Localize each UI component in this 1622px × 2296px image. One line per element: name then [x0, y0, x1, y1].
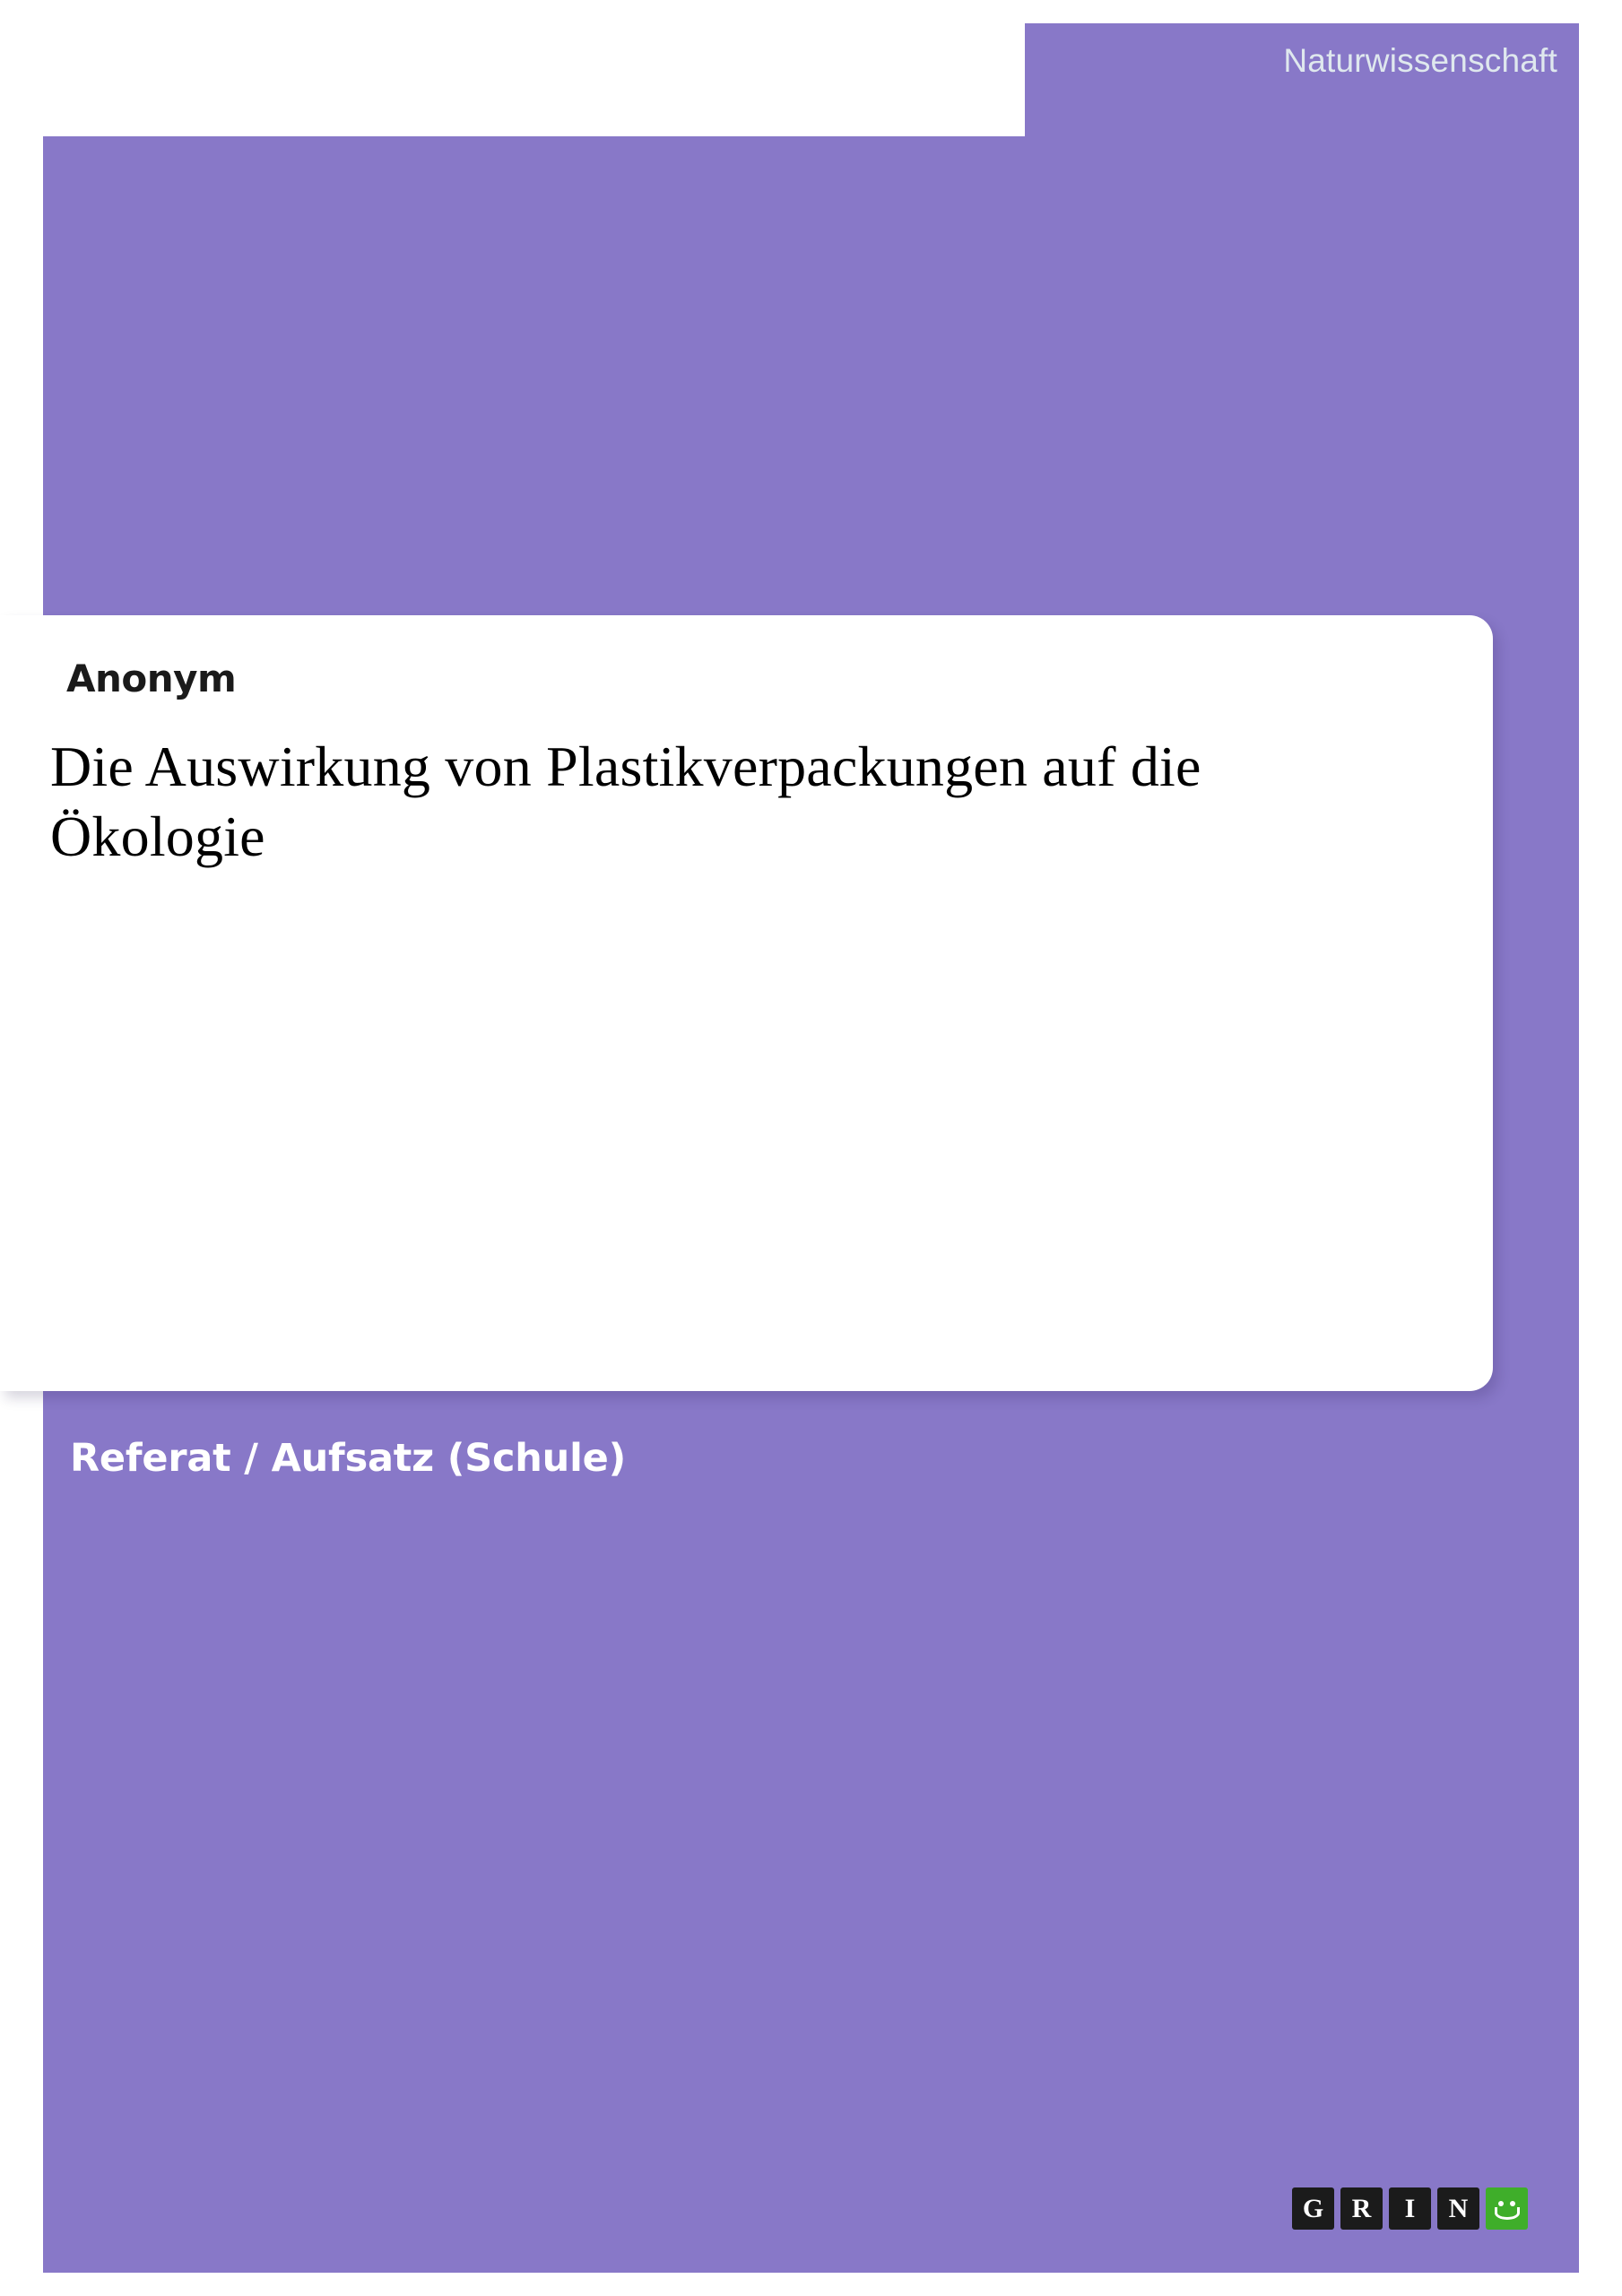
smiley-mouth [1495, 2207, 1520, 2220]
smiley-eye-left [1498, 2201, 1504, 2206]
logo-letter-n: N [1437, 2187, 1479, 2230]
author-name: Anonym [66, 657, 237, 700]
smiley-face-icon [1486, 2187, 1528, 2230]
logo-letter-r: R [1340, 2187, 1383, 2230]
category-label: Naturwissenschaft [1283, 42, 1557, 79]
logo-letter-g: G [1292, 2187, 1334, 2230]
smiley-eye-right [1510, 2201, 1515, 2206]
logo-letter-i: I [1389, 2187, 1431, 2230]
document-type-label: Referat / Aufsatz (Schule) [70, 1436, 627, 1481]
page-title: Die Auswirkung von Plastikverpackungen auf die Ökologie [50, 735, 1201, 869]
grin-logo [1292, 2187, 1528, 2230]
title-card [0, 615, 1493, 1391]
cover-top-notch [43, 23, 1025, 136]
